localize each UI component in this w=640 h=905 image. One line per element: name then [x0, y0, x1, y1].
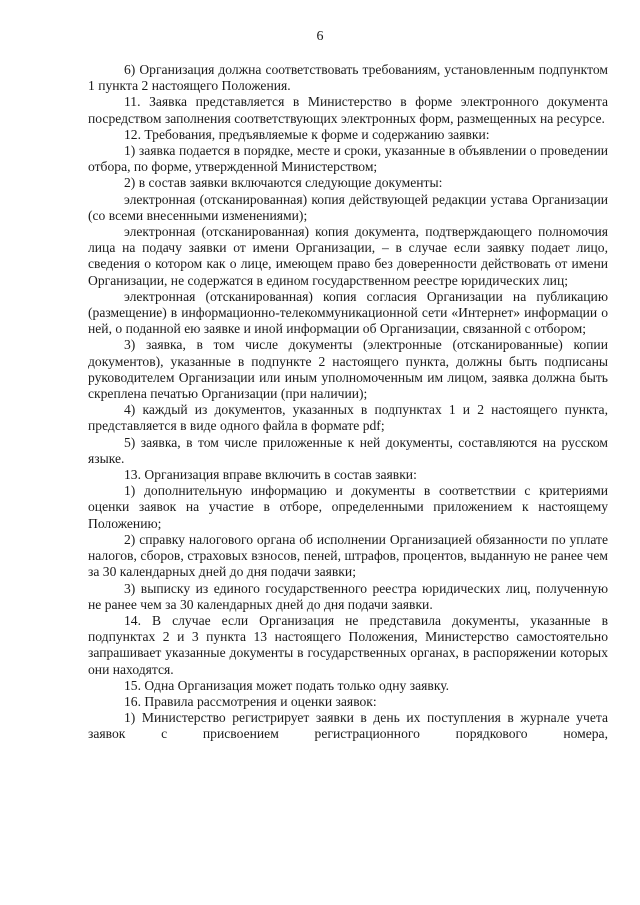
paragraph: 14. В случае если Организация не представила документы, указанные в подпунктах 2 и 3 пункта 13 настоящего Положения, Министерство самостоятельно запрашивает указанные документы в государственных органах, в распоряжении которых они находятся.	[88, 612, 608, 677]
paragraph: 6) Организация должна соответствовать требованиям, установленным подпунктом 1 пункта 2 настоящего Положения.	[88, 62, 608, 94]
paragraph: 5) заявка, в том числе приложенные к ней документы, составляются на русском языке.	[88, 434, 608, 466]
paragraph: 3) выписку из единого государственного реестра юридических лиц, полученную не ранее чем за 30 календарных дней до дня подачи заявки.	[88, 580, 608, 612]
paragraph: 16. Правила рассмотрения и оценки заявок:	[124, 693, 377, 709]
paragraph: 15. Одна Организация может подать только одну заявку.	[124, 677, 450, 693]
page-number: 6	[316, 29, 324, 44]
paragraph: 4) каждый из документов, указанных в подпунктах 1 и 2 настоящего пункта, представляется в виде одного файла в формате pdf;	[88, 402, 608, 434]
paragraph: электронная (отсканированная) копия согласия Организации на публикацию (размещение) в информационно-телекоммуникационной сети «Интернет» информации о ней, о поданной ею заявке и иной информации об Организации, связанной с отбором;	[88, 288, 608, 337]
paragraph: 2) справку налогового органа об исполнении Организацией обязанности по уплате налогов, сборов, страховых взносов, пеней, штрафов, процентов, выданную не ранее чем за 30 календарных дней до дня подачи заявки;	[88, 531, 608, 580]
paragraph: 1) дополнительную информацию и документы в соответствии с критериями оценки заявок на участие в отборе, определенными приложением к настоящему Положению;	[88, 483, 608, 531]
paragraph: 1) Министерство регистрирует заявки в день их поступления в журнале учета заявок с присвоением регистрационного порядкового номера,	[88, 710, 608, 742]
paragraph: 1) заявка подается в порядке, месте и сроки, указанные в объявлении о проведении отбора, по форме, утвержденной Министерством;	[88, 143, 608, 175]
paragraph: электронная (отсканированная) копия действующей редакции устава Организации (со всеми внесенными изменениями);	[88, 191, 608, 223]
paragraph: 13. Организация вправе включить в состав заявки:	[124, 467, 417, 483]
paragraph: 2) в состав заявки включаются следующие документы:	[124, 175, 443, 191]
paragraph: 3) заявка, в том числе документы (электронные (отсканированные) копии документов), указанные в подпункте 2 настоящего пункта, должны быть подписаны руководителем Организации или иным уполномоченным им лицом, заявка должна быть скреплена печатью Организации (при наличии);	[88, 337, 608, 402]
body-text	[88, 62, 608, 743]
paragraph: 11. Заявка представляется в Министерство в форме электронного документа посредством заполнения соответствующих электронных форм, размещенных на ресурсе.	[88, 94, 608, 126]
paragraph: 12. Требования, предъявляемые к форме и содержанию заявки:	[124, 126, 490, 142]
paragraph: электронная (отсканированная) копия документа, подтверждающего полномочия лица на подачу заявки от имени Организации, – в случае если заявку подает лицо, сведения о котором как о лице, имеющем право без доверенности действовать от имени Организации, не содержатся в едином государственном реестре юридических лиц;	[88, 224, 608, 288]
